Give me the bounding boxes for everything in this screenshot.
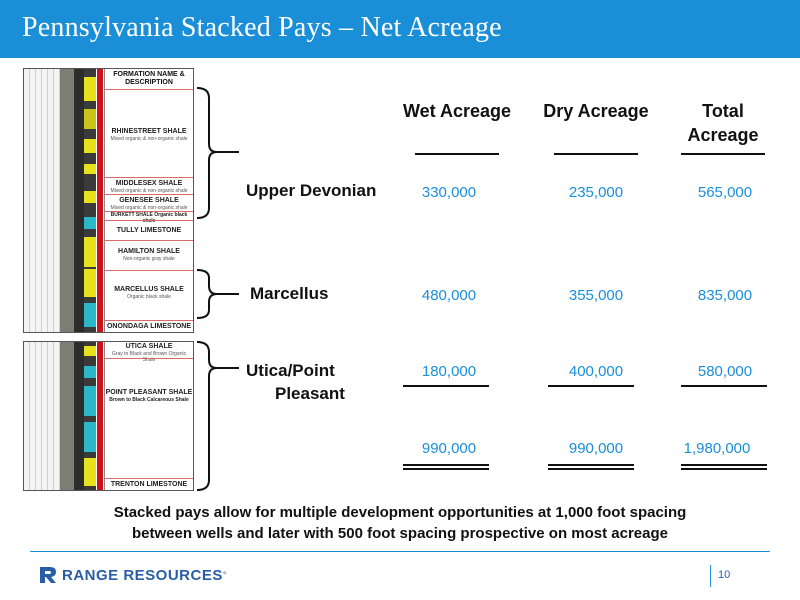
header-dry-acreage: Dry Acreage bbox=[543, 101, 649, 121]
value-upper-devonian-total: 565,000 bbox=[697, 184, 753, 201]
value-utica-total: 580,000 bbox=[697, 363, 753, 380]
log-gamma-track bbox=[60, 69, 74, 332]
formation-description-column bbox=[104, 342, 193, 490]
total-double-underline-wet bbox=[403, 464, 489, 470]
formation-hamilton: HAMILTON SHALE Non-organic gray shale bbox=[105, 240, 193, 270]
log-lithology-track bbox=[84, 342, 96, 490]
total-double-underline-dry bbox=[548, 464, 634, 470]
value-upper-devonian-dry: 235,000 bbox=[568, 184, 624, 201]
formation-header: FORMATION NAME & DESCRIPTION bbox=[113, 71, 185, 86]
log-red-track bbox=[97, 342, 103, 490]
header-underline-total bbox=[681, 153, 765, 155]
log-gamma-track bbox=[60, 342, 74, 490]
caption bbox=[30, 502, 770, 544]
well-log-upper bbox=[23, 68, 194, 333]
well-log-lower bbox=[23, 341, 194, 491]
formation-marcellus: MARCELLUS SHALE Organic black shale bbox=[105, 270, 193, 320]
header-wet-acreage: Wet Acreage bbox=[402, 101, 512, 121]
formation-trenton: TRENTON LIMESTONE bbox=[105, 478, 193, 490]
bracket-utica bbox=[195, 340, 240, 492]
log-red-track bbox=[97, 69, 103, 332]
formation-utica: UTICA SHALE Gray to Black and Brown Organic Shale bbox=[111, 343, 187, 363]
log-dark-track bbox=[74, 69, 84, 332]
label-utica-line1: Utica/Point bbox=[246, 361, 335, 380]
bracket-upper-devonian bbox=[195, 86, 240, 220]
value-utica-wet: 180,000 bbox=[421, 363, 477, 380]
formation-tully: TULLY LIMESTONE bbox=[105, 220, 193, 240]
bracket-marcellus bbox=[195, 268, 240, 320]
caption-line-2: between wells and later with 500 foot spacing prospective on most acreage bbox=[132, 525, 668, 542]
formation-point-pleasant: POINT PLEASANT SHALE Brown to Black Calcareous Shale bbox=[105, 358, 193, 478]
header-total-acreage: Total Acreage bbox=[687, 101, 759, 145]
sum-underline-total bbox=[681, 385, 767, 387]
title-bar bbox=[0, 0, 800, 58]
total-double-underline-total bbox=[681, 464, 767, 470]
label-upper-devonian: Upper Devonian bbox=[246, 181, 377, 200]
page-number-divider bbox=[710, 565, 711, 587]
value-total-dry: 990,000 bbox=[568, 440, 624, 457]
value-marcellus-dry: 355,000 bbox=[568, 287, 624, 304]
label-marcellus: Marcellus bbox=[250, 284, 329, 303]
formation-genesee: GENESEE SHALE Mixed organic & non-organic shale bbox=[105, 194, 193, 211]
company-name: RANGE RESOURCES bbox=[62, 566, 223, 584]
footer-divider bbox=[30, 551, 770, 552]
log-grid-track bbox=[24, 69, 60, 332]
trademark-mark: ° bbox=[222, 570, 227, 580]
value-total-total: 1,980,000 bbox=[683, 440, 751, 457]
caption-line-1: Stacked pays allow for multiple development opportunities at 1,000 foot spacing bbox=[113, 504, 687, 521]
value-utica-dry: 400,000 bbox=[568, 363, 624, 380]
log-grid-track bbox=[24, 342, 60, 490]
slide-title: Pennsylvania Stacked Pays – Net Acreage bbox=[22, 12, 502, 43]
page-number: 10 bbox=[718, 569, 731, 581]
value-marcellus-total: 835,000 bbox=[697, 287, 753, 304]
formation-rhinestreet: RHINESTREET SHALE Mixed organic & non-organic shale bbox=[105, 89, 193, 177]
value-marcellus-wet: 480,000 bbox=[421, 287, 477, 304]
log-lithology-track bbox=[84, 69, 96, 332]
log-dark-track bbox=[74, 342, 84, 490]
formation-onondaga: ONONDAGA LIMESTONE bbox=[105, 320, 193, 332]
formation-description-column bbox=[104, 69, 193, 332]
value-upper-devonian-wet: 330,000 bbox=[421, 184, 477, 201]
label-utica-line2: Pleasant bbox=[275, 384, 345, 403]
formation-burkett: BURKETT SHALE Organic black shale bbox=[105, 211, 193, 220]
sum-underline-wet bbox=[403, 385, 489, 387]
range-logo-icon bbox=[38, 565, 58, 585]
formation-middlesex: MIDDLESEX SHALE Mixed organic & non-organic shale bbox=[105, 177, 193, 194]
sum-underline-dry bbox=[548, 385, 634, 387]
value-total-wet: 990,000 bbox=[421, 440, 477, 457]
header-underline-wet bbox=[415, 153, 499, 155]
company-logo bbox=[38, 564, 226, 586]
header-underline-dry bbox=[554, 153, 638, 155]
